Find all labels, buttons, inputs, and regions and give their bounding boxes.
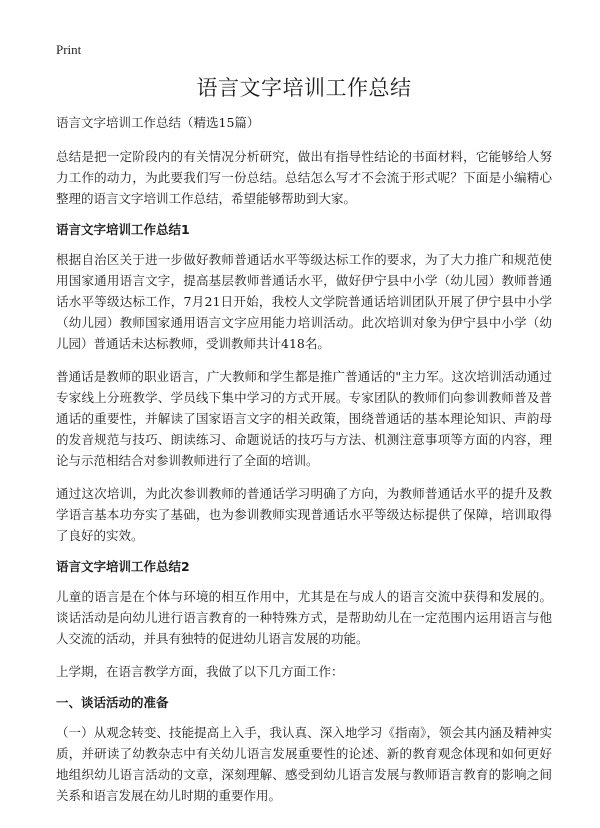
document-subtitle: 语言文字培训工作总结（精选15篇） — [56, 115, 260, 130]
section-2-subheading: 一、谈话活动的准备 — [56, 695, 169, 710]
section-2-sub-paragraph: （一）从观念转变、技能提高上入手，我认真、深入地学习《指南》，领会其内涵及精神实质，并研读了幼教杂志中有关幼儿语言发展重要性的论述、新的教育观念体现和如何更好地组织幼儿语言活动的文章，深刻理解、感受到幼儿语言发展与教师语言教育的影响之间关系和语言发展在幼儿时期的重要作用。 — [56, 725, 552, 803]
section-1-paragraph-2: 普通话是教师的职业语言，广大教师和学生都是推广普通话的"主力军。这次培训活动通过专家线上分班教学、学员线下集中学习的方式开展。专家团队的教师们向参训教师普及普通话的重要性，并解读了国家语言文字的相关政策，围绕普通话的基本理论知识、声韵母的发音规范与技巧、朗读练习、命题说话的技巧与方法、机测注意事项等方面的内容，理论与示范相结合对参训教师进行了全面的培训。 — [56, 369, 552, 468]
section-2-paragraph-2: 上学期，在语言教学方面，我做了以下几方面工作： — [56, 664, 344, 679]
section-1-heading: 语言文字培训工作总结1 — [56, 222, 190, 237]
section-1-paragraph-1: 根据自治区关于进一步做好教师普通话水平等级达标工作的要求，为了大力推广和规范使用国家通用语言文字，提高基层教师普通话水平，做好伊宁县中小学（幼儿园）教师普通话水平等级达标工作，7月21日开始，我校人文学院普通话培训团队开展了伊宁县中小学（幼儿园）教师国家通用语言文字应用能力培训活动。此次培训对象为伊宁县中小学（幼儿园）普通话未达标教师，受训教师共计418名。 — [56, 252, 552, 351]
page-title: 语言文字培训工作总结 — [196, 76, 412, 100]
document-page — [56, 42, 552, 818]
section-2-heading: 语言文字培训工作总结2 — [56, 559, 190, 574]
section-2-paragraph-1: 儿童的语言是在个体与环境的相互作用中，尤其是在与成人的语言交流中获得和发展的。谈话活动是向幼儿进行语言教育的一种特殊方式，是帮助幼儿在一定范围内运用语言与他人交流的活动，并具有独特的促进幼儿语言发展的功能。 — [56, 589, 552, 646]
section-1-paragraph-3: 通过这次培训，为此次参训教师的普通话学习明确了方向，为教师普通话水平的提升及教学语言基本功夯实了基础，也为参训教师实现普通话水平等级达标提供了保障，培训取得了良好的实效。 — [56, 486, 552, 543]
intro-paragraph: 总结是把一定阶段内的有关情况分析研究，做出有指导性结论的书面材料，它能够给人努力工作的动力，为此要我们写一份总结。总结怎么写才不会流于形式呢？下面是小编精心整理的语言文字培训工作总结，希望能够帮助到大家。 — [56, 149, 552, 206]
print-label[interactable]: Print — [56, 42, 82, 57]
